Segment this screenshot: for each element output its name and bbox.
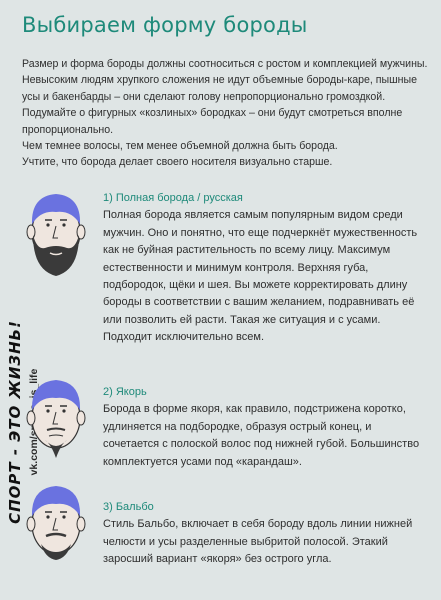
watermark-slogan: СПОРТ - ЭТО ЖИЗНЬ! xyxy=(6,320,24,524)
balbo-beard-illustration xyxy=(11,472,101,576)
beard-type-heading: 1) Полная борода / русская xyxy=(103,192,243,204)
beard-type-full xyxy=(103,190,425,347)
intro-line: Невысоким людям хрупкого сложения не идут объемные бороды-каре, пышные усы и бакенбарды – они сделают голову непропорционально громоздкой. Подумайте о фигурных «козлиных» бородках – они будут смотреться вполне пропорционально. xyxy=(22,74,417,136)
full-beard-illustration xyxy=(11,180,101,284)
page-title: Выбираем форму бороды xyxy=(22,13,308,37)
intro-line: Учтите, что борода делает своего носителя визуально старше. xyxy=(22,156,333,169)
beard-type-anchor xyxy=(103,384,425,471)
beard-type-heading: 2) Якорь xyxy=(103,386,147,398)
beard-type-balbo xyxy=(103,499,425,569)
intro-line: Размер и форма бороды должны соотноситься с ростом и комплекцией мужчины. xyxy=(22,58,428,70)
beard-type-description: Полная борода является самым популярным видом среди мужчин. Оно и понятно, что еще подчеркнёт мужественность как не буйная растительность по всему лицу. Максимум естественности и минимум контроля. Верхняя губа, подбородок, щёки и шея. Вы можете корректировать длину бороды в соответствии с вашим желанием, подравнивать её или позволить ей расти. Такая же ситуация и с усами. Подходит исключительно всем. xyxy=(103,209,418,344)
intro-text xyxy=(22,56,430,171)
beard-type-heading: 3) Бальбо xyxy=(103,501,154,513)
anchor-beard-illustration xyxy=(11,366,101,470)
beard-type-description: Стиль Бальбо, включает в себя бороду вдоль линии нижней челюсти и усы разделенные выбритой полосой. Этакий заросший вариант «якоря» без острого угла. xyxy=(103,518,413,566)
beard-type-description: Борода в форме якоря, как правило, подстрижена коротко, удлиняется на подбородке, образуя острый конец, и сочетается с полоской волос под нижней губой. Большинство комплектуется усами под «карандаш». xyxy=(103,403,420,468)
intro-line: Чем темнее волосы, тем менее объемной должна быть борода. xyxy=(22,140,338,153)
